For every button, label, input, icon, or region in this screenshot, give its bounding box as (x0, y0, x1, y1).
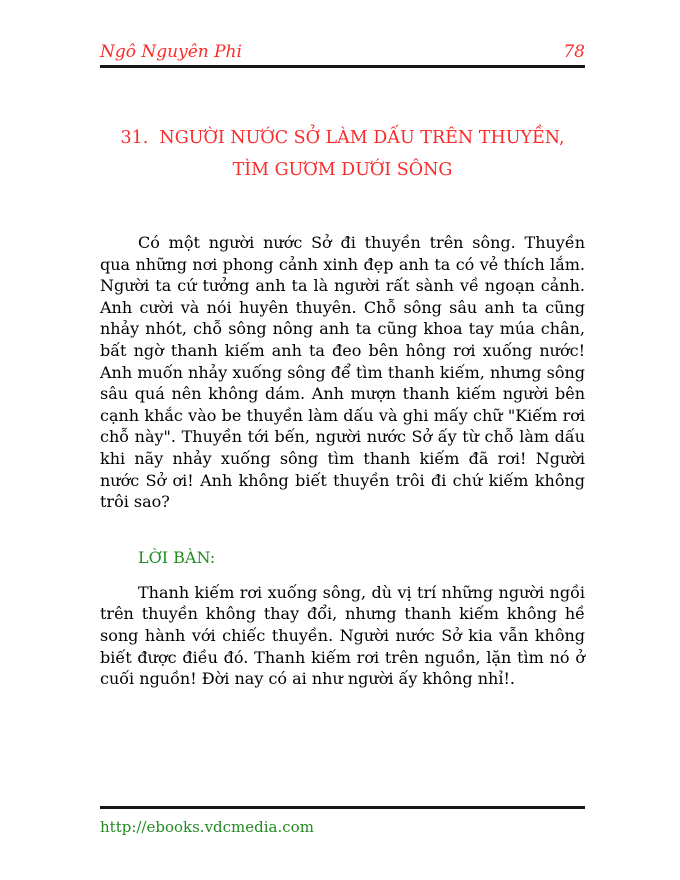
header-page-number: 78 (563, 42, 585, 62)
page-content (100, 0, 585, 690)
chapter-title (100, 122, 585, 186)
page-footer (100, 806, 585, 836)
header-rule (100, 65, 585, 68)
page-header (100, 0, 585, 62)
story-paragraph: Có một người nước Sở đi thuyền trên sông. Thuyền qua những nơi phong cảnh xinh đẹp anh ta có vẻ thích lắm. Người ta cứ tưởng anh ta là người rất sành về ngoạn cảnh. Anh cười và nói huyên thuyên. Chỗ sông sâu anh ta cũng nhảy nhót, chỗ sông nông anh ta cũng khoa tay múa chân, bất ngờ thanh kiếm anh ta đeo bên hông rơi xuống nước! Anh muốn nhảy xuống sông để tìm thanh kiếm, nhưng sông sâu quá nên không dám. Anh mượn thanh kiếm người bên cạnh khắc vào be thuyền làm dấu và ghi mấy chữ "Kiếm rơi chỗ này". Thuyền tới bến, người nước Sở ấy từ chỗ làm dấu khi nãy nhảy xuống sông tìm thanh kiếm đã rơi! Người nước Sở ơi! Anh không biết thuyền trôi đi chứ kiếm không trôi sao? (100, 233, 585, 512)
chapter-title-line-1: 31. NGƯỜI NƯỚC SỞ LÀM DẤU TRÊN THUYỀN, (120, 128, 565, 148)
header-author: Ngô Nguyên Phi (100, 42, 242, 62)
footer-url-link[interactable]: http://ebooks.vdcmedia.com (100, 818, 314, 836)
chapter-title-line-2: TÌM GƯƠM DƯỚI SÔNG (232, 160, 453, 180)
commentary-heading: LỜI BÀN: (138, 547, 216, 567)
commentary-paragraph: Thanh kiếm rơi xuống sông, dù vị trí những người ngồi trên thuyền không thay đổi, nhưng thanh kiếm không hề song hành với chiếc thuyền. Người nước Sở kia vẫn không biết được điều đó. Thanh kiếm rơi trên nguồn, lặn tìm nó ở cuối nguồn! Đời nay có ai như người ấy không nhỉ!. (100, 582, 585, 689)
footer-rule (100, 806, 585, 809)
